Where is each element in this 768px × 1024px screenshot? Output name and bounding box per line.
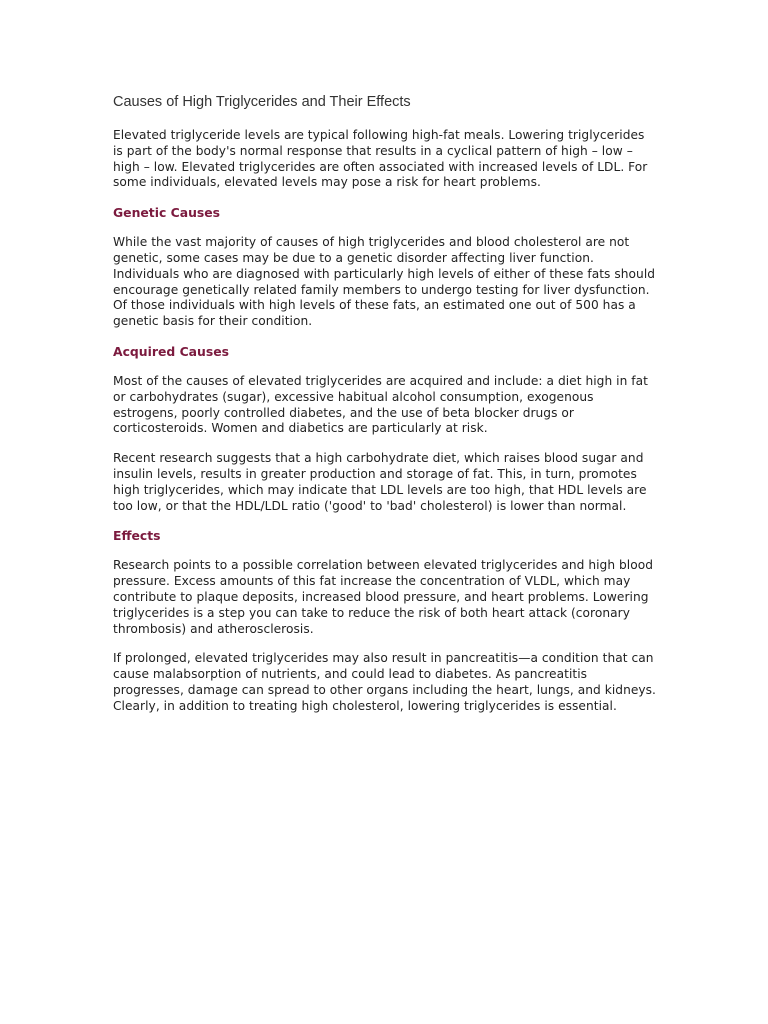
genetic-causes-paragraph: While the vast majority of causes of high triglycerides and blood cholesterol are not genetic, some cases may be due to a genetic disorder affecting liver function. Individuals who are diagnosed with particularly high levels of either of these fats should encourage genetically related family members to undergo testing for liver dysfunction. Of those individuals with high levels of these fats, an estimated one out of 500 has a genetic basis for their condition. bbox=[113, 235, 656, 329]
effects-paragraph-2: If prolonged, elevated triglycerides may also result in pancreatitis—a condition that can cause malabsorption of nutrients, and could lead to diabetes. As pancreatitis progresses, damage can spread to other organs including the heart, lungs, and kidneys. Clearly, in addition to treating high cholesterol, lowering triglycerides is essential. bbox=[113, 651, 656, 713]
page-title: Causes of High Triglycerides and Their Effects bbox=[113, 94, 411, 110]
document-page bbox=[113, 92, 658, 729]
effects-paragraph-1: Research points to a possible correlation between elevated triglycerides and high blood pressure. Excess amounts of this fat increase the concentration of VLDL, which may contribute to plaque deposits, increased blood pressure, and heart problems. Lowering triglycerides is a step you can take to reduce the risk of both heart attack (coronary thrombosis) and atherosclerosis. bbox=[113, 558, 654, 636]
acquired-causes-paragraph-2: Recent research suggests that a high carbohydrate diet, which raises blood sugar and insulin levels, results in greater production and storage of fat. This, in turn, promotes high triglycerides, which may indicate that LDL levels are too high, that HDL levels are too low, or that the HDL/LDL ratio ('good' to 'bad' cholesterol) is lower than normal. bbox=[113, 451, 647, 513]
section-heading-effects: Effects bbox=[113, 528, 161, 544]
acquired-causes-paragraph-1: Most of the causes of elevated triglycerides are acquired and include: a diet high in fat or carbohydrates (sugar), excessive habitual alcohol consumption, exogenous estrogens, poorly controlled diabetes, and the use of beta blocker drugs or corticosteroids. Women and diabetics are particularly at risk. bbox=[113, 373, 648, 436]
intro-paragraph: Elevated triglyceride levels are typical following high-fat meals. Lowering triglycerides is part of the body's normal response that results in a cyclical pattern of high – low – high – low. Elevated triglycerides are often associated with increased levels of LDL. For some individuals, elevated levels may pose a risk for heart problems. bbox=[113, 128, 648, 190]
section-heading-acquired-causes: Acquired Causes bbox=[113, 343, 229, 359]
section-heading-genetic-causes: Genetic Causes bbox=[113, 205, 221, 221]
